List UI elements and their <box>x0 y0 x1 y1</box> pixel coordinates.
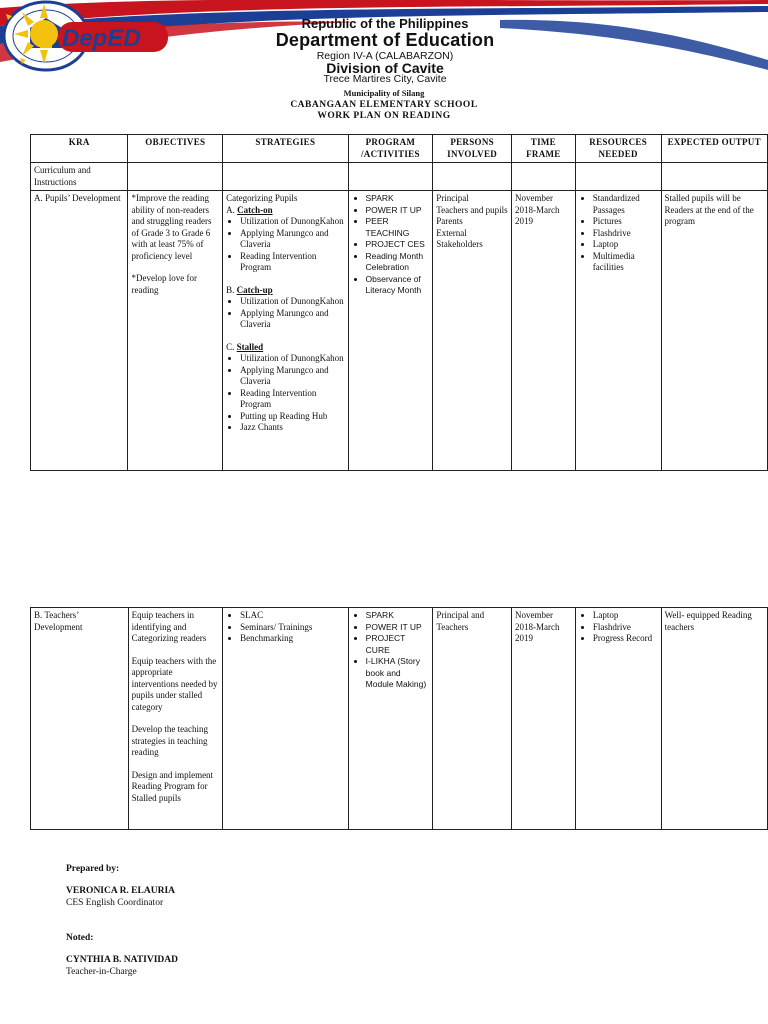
list-item: • Seminars/ Trainings <box>240 622 345 634</box>
work-plan-table-pupils <box>30 134 768 471</box>
cell-resources-pupils <box>575 191 661 471</box>
objective-item: Equip teachers in identifying and Categorizing readers <box>131 610 207 643</box>
list-item: • Benchmarking <box>240 633 345 645</box>
column-header-output: EXPECTED OUTPUT <box>661 135 767 163</box>
list-item: • Putting up Reading Hub <box>240 411 344 423</box>
column-header-time-frame: TIME FRAME <box>511 135 575 163</box>
list-item: • Utilization of DunongKahon <box>240 216 344 228</box>
list-item: • Applying Marungco and Claveria <box>240 228 344 251</box>
list-item: • PROJECT CES <box>366 239 430 251</box>
list-item: • Multimedia facilities <box>593 251 658 274</box>
prepared-by-title: CES English Coordinator <box>66 898 164 908</box>
strategy-list-b <box>226 296 344 331</box>
cell-output-pupils: Stalled pupils will be Readers at the end of the program <box>661 191 767 471</box>
strategy-list-c <box>226 353 344 434</box>
header-banner <box>0 0 768 86</box>
objective-item: *Develop love for reading <box>131 273 197 295</box>
list-item: • Jazz Chants <box>240 422 344 434</box>
noted-label: Noted: <box>66 933 94 943</box>
cell-programs-teachers <box>348 608 433 830</box>
cell-output-teachers: Well- equipped Reading teachers <box>661 608 767 830</box>
noted-by-title: Teacher-in-Charge <box>66 967 137 977</box>
list-item: • Flashdrive <box>593 622 658 634</box>
list-item: • Laptop <box>593 610 658 622</box>
list-item: • Flashdrive <box>593 228 658 240</box>
column-header-objectives: OBJECTIVES <box>128 135 223 163</box>
column-header-persons: PERSONS INVOLVED <box>433 135 512 163</box>
cell-programs-pupils <box>348 191 433 471</box>
cell-time-frame-pupils: November 2018-March 2019 <box>511 191 575 471</box>
list-item: • Pictures <box>593 216 658 228</box>
region-line: Region IV-A (CALABARZON) <box>316 50 454 62</box>
noted-by-name: CYNTHIA B. NATIVIDAD <box>66 955 178 965</box>
list-item: • Observance of Literacy Month <box>366 274 430 297</box>
cell-objectives-teachers <box>128 608 223 830</box>
deped-cavite-logo-icon <box>0 0 172 70</box>
strategy-list-a <box>226 216 344 274</box>
document-title: WORK PLAN ON READING <box>317 111 451 121</box>
city-line: Trece Martires City, Cavite <box>323 73 447 85</box>
cell-resources-teachers <box>575 608 661 830</box>
cell-time-frame-teachers: November 2018-March 2019 <box>512 608 576 830</box>
table-row-pupils <box>31 191 768 471</box>
list-item: • Applying Marungco and Claveria <box>240 365 344 388</box>
cell-persons-pupils: Principal Teachers and pupils Parents External Stakeholders <box>433 191 512 471</box>
group-heading-a: A. Catch-on <box>226 204 273 215</box>
list-item: • Reading Intervention Program <box>240 251 344 274</box>
division-line: Division of Cavite <box>326 60 444 76</box>
list-item: • Laptop <box>593 239 658 251</box>
list-item: • SPARK <box>366 610 430 622</box>
cell-curriculum: Curriculum and Instructions <box>31 163 128 191</box>
list-item: • SLAC <box>240 610 345 622</box>
column-header-program: PROGRAM /ACTIVITIES <box>348 135 433 163</box>
list-item: • POWER IT UP <box>366 622 430 634</box>
list-item: • Utilization of DunongKahon <box>240 296 344 308</box>
cell-kra-teachers: B. Teachers’ Development <box>31 608 129 830</box>
cell-objectives-pupils <box>128 191 223 471</box>
group-heading-c: C. Stalled <box>226 341 264 352</box>
column-header-kra: KRA <box>31 135 128 163</box>
list-item: • Reading Intervention Program <box>240 388 344 411</box>
cell-persons-teachers: Principal and Teachers <box>433 608 512 830</box>
objective-item: *Improve the reading ability of non-readers and struggling readers of Grade 3 to Grade 6 with at least 75% of proficiency level <box>131 193 212 261</box>
table-row-curriculum <box>31 163 768 191</box>
department-line: Department of Education <box>275 30 495 50</box>
cell-strategies-teachers <box>223 608 349 830</box>
objective-item: Design and implement Reading Program for Stalled pupils <box>131 769 214 803</box>
table-header-row <box>31 135 768 163</box>
cell-kra-pupils: A. Pupils’ Development <box>31 191 128 471</box>
list-item: • Standardized Passages <box>593 193 658 216</box>
list-item: • Reading Month Celebration <box>366 251 430 274</box>
school-name: CABANGAAN ELEMENTARY SCHOOL <box>290 100 478 110</box>
republic-line: Republic of the Philippines <box>301 16 469 31</box>
prepared-by-label: Prepared by: <box>66 864 120 874</box>
list-item: • I-LIKHA (Story book and Module Making) <box>366 656 430 691</box>
list-item: • PEER TEACHING <box>366 216 430 239</box>
column-header-strategies: STRATEGIES <box>223 135 348 163</box>
deped-logo-text: DepED <box>62 25 141 52</box>
list-item: • Utilization of DunongKahon <box>240 353 344 365</box>
list-item: • POWER IT UP <box>366 205 430 217</box>
table-row-teachers <box>31 608 768 830</box>
list-item: • PROJECT CURE <box>366 633 430 656</box>
strategies-title: Categorizing Pupils <box>226 193 298 203</box>
column-header-resources: RESOURCES NEEDED <box>575 135 661 163</box>
deped-logo-subtext: CAVITE <box>120 56 156 67</box>
group-heading-b: B. Catch-up <box>226 284 273 295</box>
objective-item: Develop the teaching strategies in teaching reading <box>131 724 209 757</box>
list-item: • Progress Record <box>593 633 658 645</box>
list-item: • Applying Marungco and Claveria <box>240 308 344 331</box>
objective-item: Equip teachers with the appropriate interventions needed by pupils under stalled category <box>131 655 218 712</box>
work-plan-table-teachers <box>30 607 768 830</box>
municipality-line: Municipality of Silang <box>343 88 425 98</box>
prepared-by-name: VERONICA R. ELAURIA <box>66 886 175 896</box>
cell-strategies-pupils <box>223 191 348 471</box>
list-item: • SPARK <box>366 193 430 205</box>
